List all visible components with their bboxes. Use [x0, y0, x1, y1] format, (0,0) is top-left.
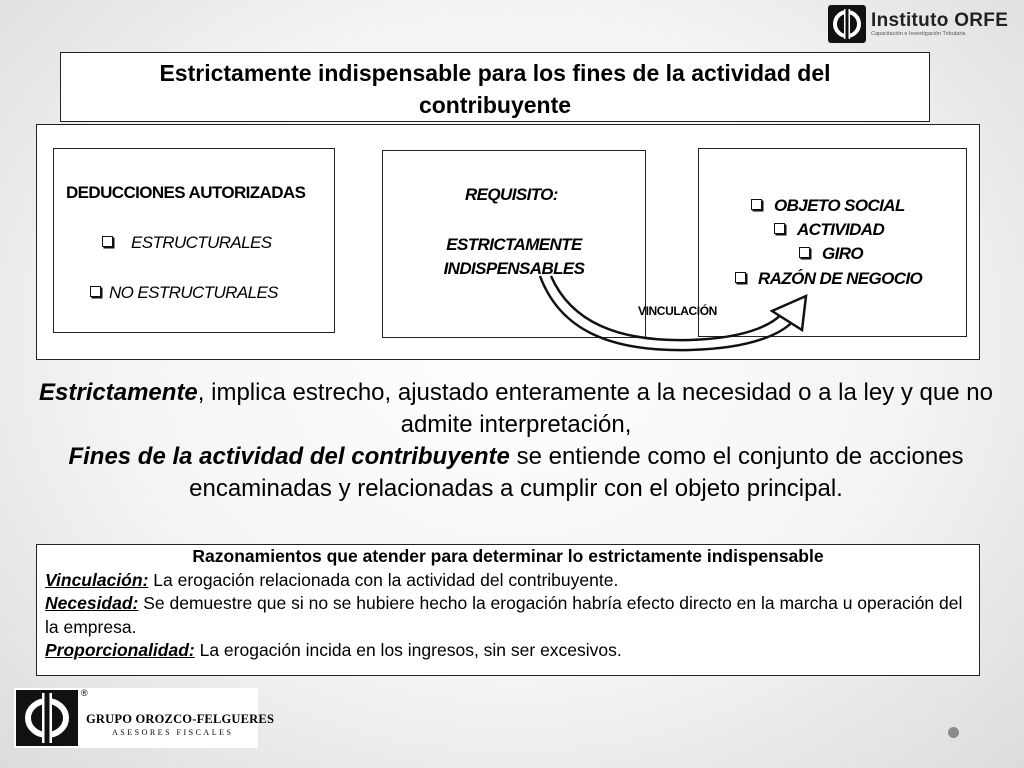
deducciones-item: NO ESTRUCTURALES: [90, 283, 278, 303]
razonamiento-item: Necesidad: Se demuestre que si no se hubiere hecho la erogación habría efecto directo en la marcha u operación del la empresa.: [45, 593, 963, 637]
objeto-item: GIRO: [799, 244, 863, 264]
title-line-2: contribuyente: [418, 92, 572, 118]
vinculacion-label: VINCULACIÓN: [638, 304, 717, 318]
requisito-line-1: ESTRICTAMENTE: [446, 235, 582, 254]
requisito-line-2: INDISPENSABLES: [443, 259, 585, 278]
slide-dot-icon: [948, 727, 959, 738]
text-estrictamente: , implica estrecho, ajustado enteramente a la necesidad o a la ley y que no admite interpretación,: [197, 379, 993, 438]
razonamiento-item: Vinculación: La erogación relacionada con la actividad del contribuyente.: [45, 569, 619, 590]
logo-tagline: Capacitación e Investigación Tributaria: [871, 30, 966, 37]
term-fines: Fines de la actividad del contribuyente: [68, 443, 510, 470]
term-estrictamente: Estrictamente: [39, 379, 198, 406]
objeto-item: ACTIVIDAD: [774, 220, 884, 240]
orozco-emblem-icon: [16, 690, 78, 746]
grupo-orozco-logo: [14, 688, 275, 748]
razonamientos-heading: Razonamientos que atender para determinar lo estrictamente indispensable: [192, 546, 824, 566]
registered-mark: ®: [81, 688, 88, 698]
logo-company-sub: ASESORES FISCALES: [112, 728, 234, 737]
deducciones-heading: DEDUCCIONES AUTORIZADAS: [66, 183, 306, 202]
objeto-item: OBJETO SOCIAL: [751, 196, 905, 216]
title-line-1: Estrictamente indispensable para los fines de la actividad del: [159, 60, 831, 86]
definitions-paragraph: [30, 377, 1002, 505]
requisito-heading: REQUISITO:: [465, 185, 558, 204]
razonamiento-item: Proporcionalidad: La erogación incida en los ingresos, sin ser excesivos.: [45, 640, 622, 660]
deducciones-item: ESTRUCTURALES: [102, 233, 272, 253]
text-fines: se entiende como el conjunto de acciones encaminadas y relacionadas a cumplir con el objeto principal.: [189, 443, 964, 502]
objeto-item: RAZÓN DE NEGOCIO: [735, 269, 922, 289]
razonamientos-box: [36, 544, 980, 676]
logo-company-name: GRUPO OROZCO-FELGUERES: [86, 712, 275, 726]
logo-brand-text: Instituto ORFE: [871, 9, 1009, 31]
